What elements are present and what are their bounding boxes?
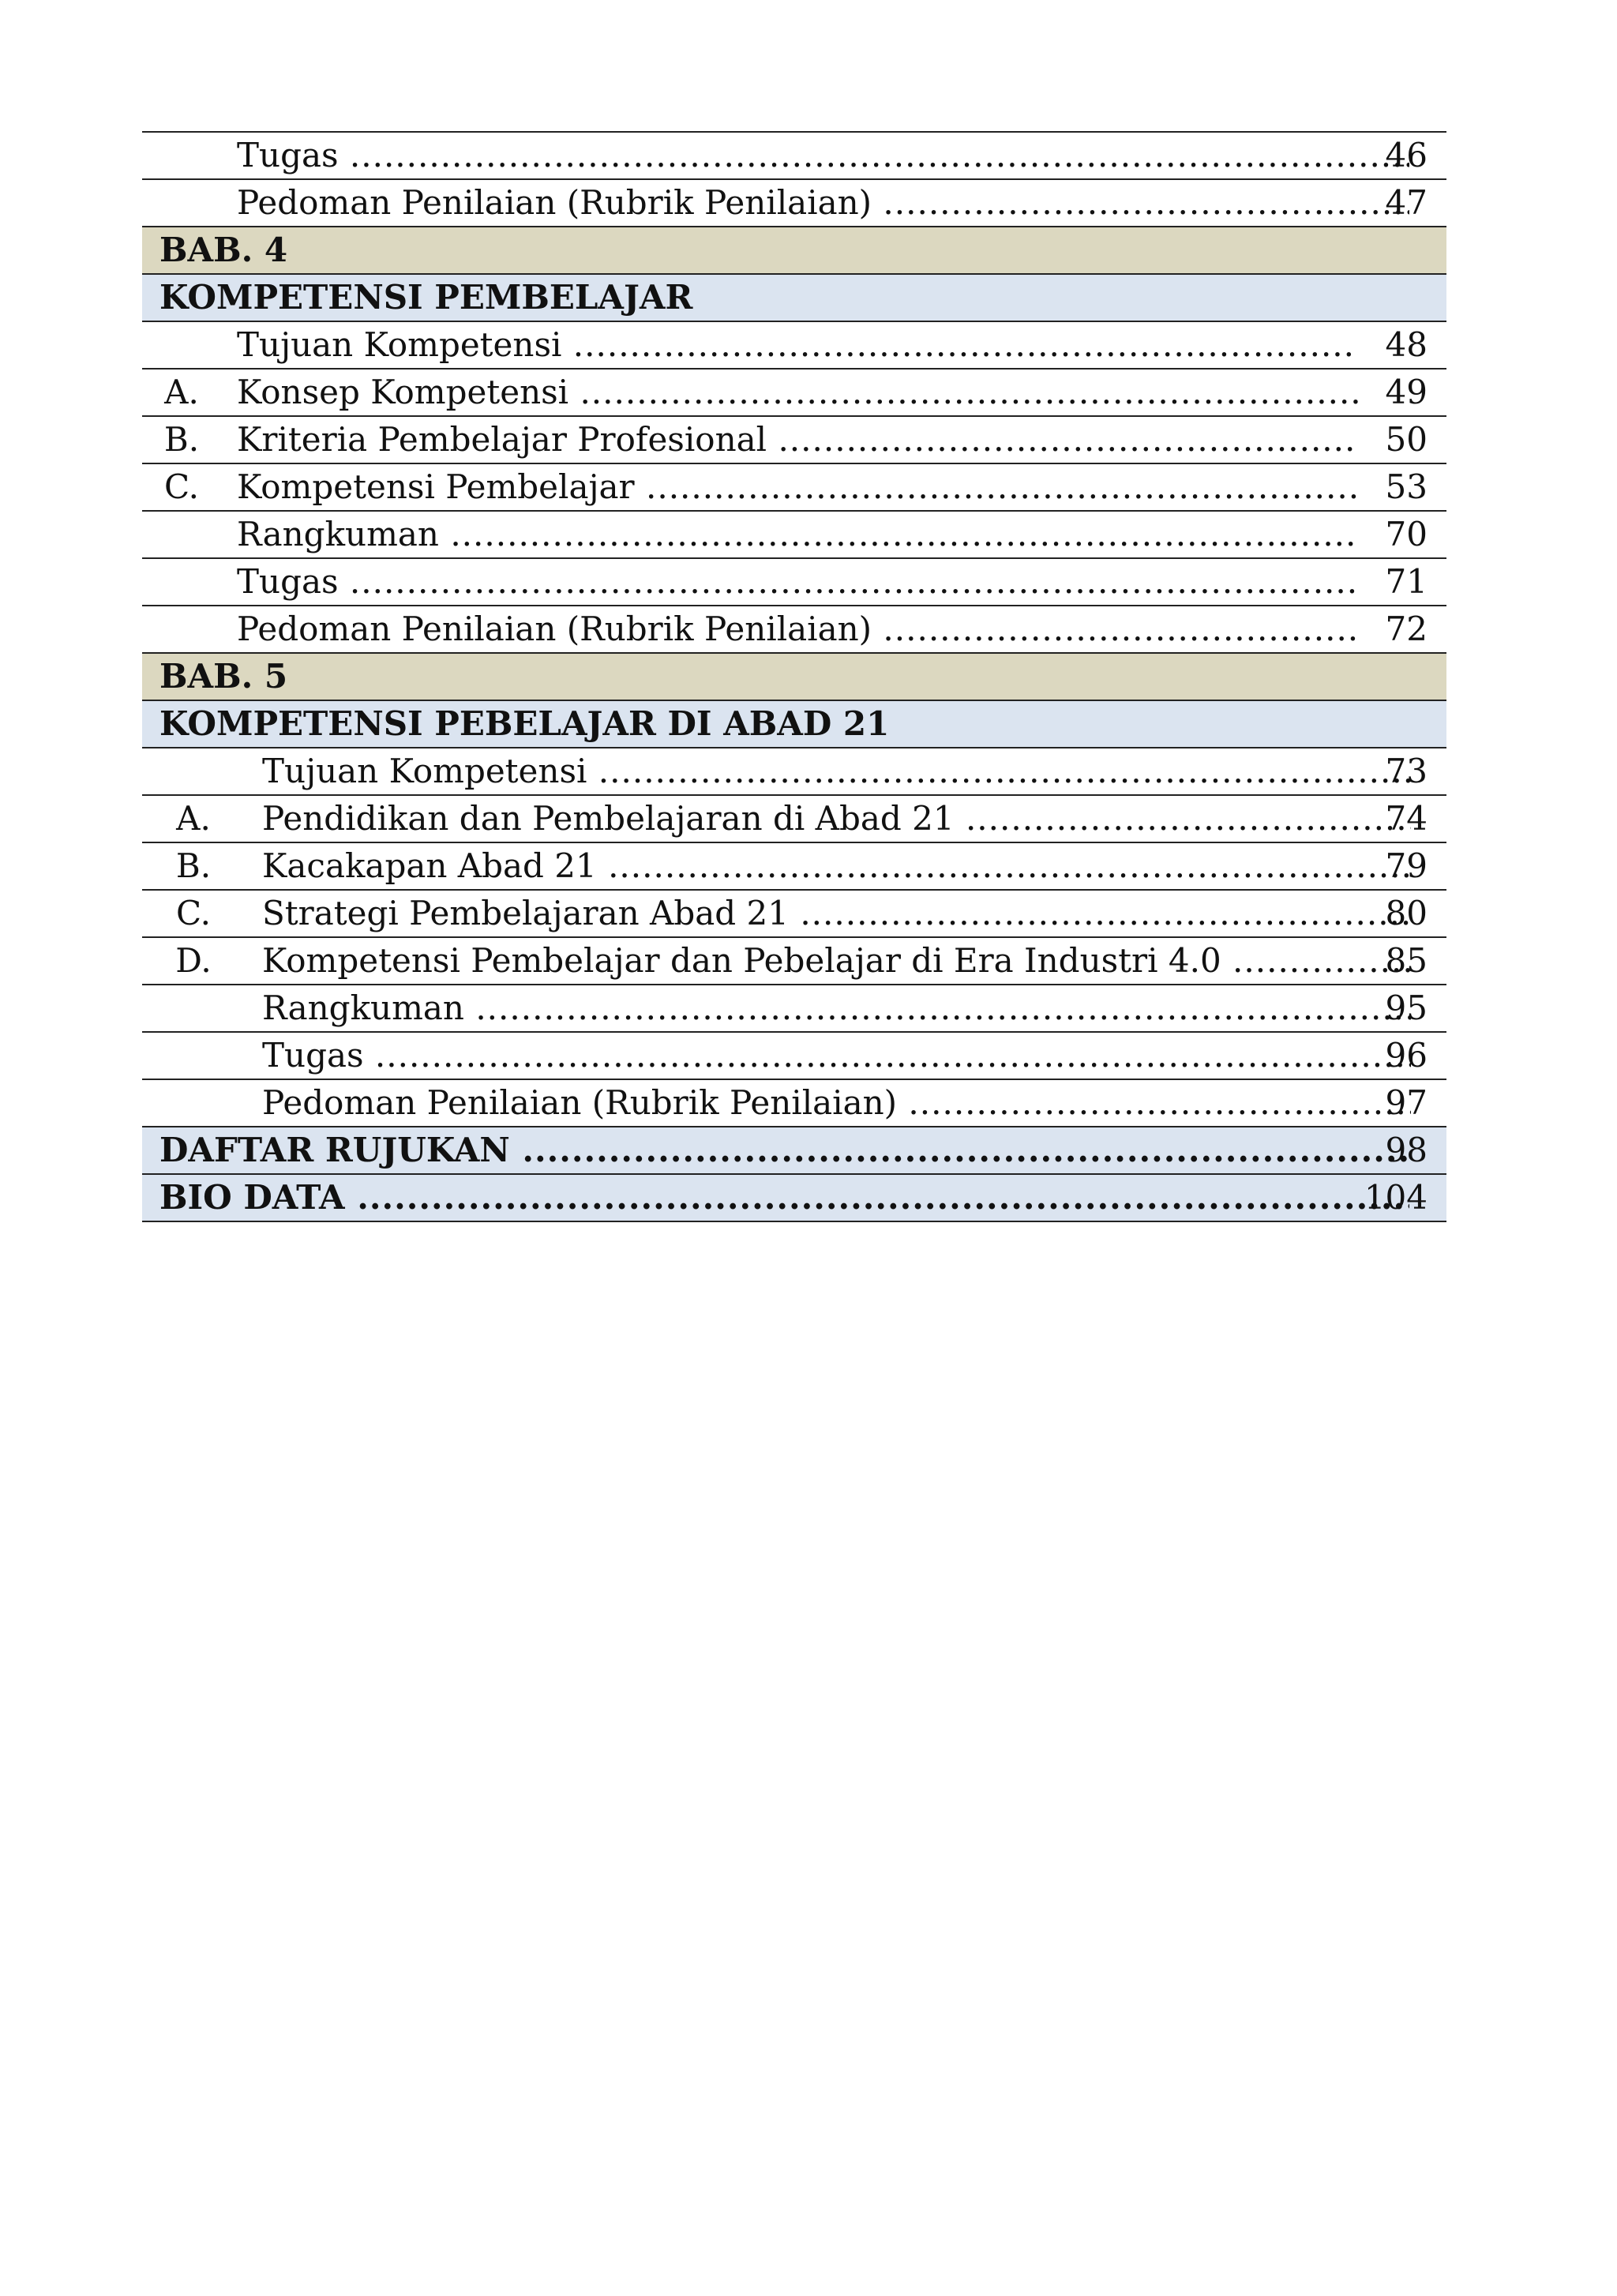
- toc-entry-letter: B.: [163, 420, 200, 459]
- chapter-heading: KOMPETENSI PEBELAJAR DI ABAD 21: [159, 704, 890, 743]
- toc-entry-page: 95: [1385, 989, 1428, 1027]
- toc-entry-page: 72: [1385, 610, 1428, 648]
- toc-entry-title: Konsep Kompetensi .....: [237, 370, 1358, 415]
- toc-entry-title: Tujuan Kompetensi .....: [237, 322, 1358, 368]
- chapter-heading-row: [142, 701, 1446, 748]
- toc-row: [142, 1080, 1446, 1127]
- toc-row: [142, 370, 1446, 417]
- toc-row: [142, 559, 1446, 606]
- toc-row: [142, 938, 1446, 985]
- toc-entry-letter: A.: [164, 373, 199, 411]
- toc-entry-title: Pedoman Penilaian (Rubrik Penilaian) .....: [262, 1080, 1411, 1126]
- chapter-label: BAB. 5: [159, 657, 288, 696]
- toc-entry-title: Tugas .....: [237, 559, 1358, 605]
- toc-row: [142, 843, 1446, 891]
- toc-row: [142, 606, 1446, 654]
- chapter-label-row: [142, 654, 1446, 701]
- toc-row: [142, 322, 1446, 370]
- toc-entry-page: 47: [1385, 183, 1428, 222]
- toc-entry-page: 73: [1385, 752, 1428, 790]
- toc-entry-page: 97: [1385, 1083, 1428, 1122]
- toc-row: [142, 748, 1446, 796]
- toc-entry-letter: D.: [175, 941, 212, 980]
- toc-entry-title: Pedoman Penilaian (Rubrik Penilaian) .....: [237, 606, 1358, 652]
- toc-entry-page: 70: [1385, 515, 1428, 553]
- toc-row: [142, 464, 1446, 512]
- toc-entry-page: 74: [1385, 799, 1428, 838]
- toc-row: [142, 417, 1446, 464]
- biodata-page: 104: [1364, 1178, 1428, 1217]
- toc-entry-title: Pedoman Penilaian (Rubrik Penilaian) .....: [237, 180, 1409, 226]
- chapter-heading-row: [142, 275, 1446, 322]
- toc-entry-title: Tugas .....: [237, 133, 1409, 178]
- toc-entry-title: Tugas .....: [262, 1033, 1411, 1079]
- toc-row: [142, 985, 1446, 1033]
- toc-entry-page: 49: [1385, 373, 1428, 411]
- toc-entry-letter: A.: [176, 799, 211, 838]
- toc-row: [142, 796, 1446, 843]
- toc-entry-title: Kacakapan Abad 21 .....: [262, 843, 1411, 889]
- references-row: [142, 1127, 1446, 1175]
- toc-entry-page: 85: [1385, 941, 1428, 980]
- table-of-contents: [142, 131, 1446, 1222]
- toc-entry-page: 96: [1385, 1036, 1428, 1075]
- biodata-row: [142, 1175, 1446, 1222]
- toc-entry-page: 79: [1385, 846, 1428, 885]
- toc-entry-letter: B.: [175, 846, 212, 885]
- toc-entry-page: 80: [1385, 894, 1428, 932]
- toc-entry-title: Kompetensi Pembelajar dan Pebelajar di Era Industri 4.0 .....: [262, 938, 1411, 984]
- references-title: DAFTAR RUJUKAN .....: [159, 1127, 1409, 1173]
- toc-entry-title: Strategi Pembelajaran Abad 21 .....: [262, 891, 1411, 936]
- toc-entry-title: Kriteria Pembelajar Profesional .....: [237, 417, 1358, 463]
- toc-row: [142, 133, 1446, 180]
- toc-entry-title: Rangkuman .....: [262, 985, 1411, 1031]
- toc-entry-title: Kompetensi Pembelajar .....: [237, 464, 1358, 510]
- chapter-heading: KOMPETENSI PEMBELAJAR: [159, 278, 693, 317]
- toc-entry-page: 46: [1385, 136, 1428, 174]
- toc-entry-title: Pendidikan dan Pembelajaran di Abad 21 .....: [262, 796, 1411, 842]
- toc-row: [142, 512, 1446, 559]
- biodata-title: BIO DATA .....: [159, 1175, 1409, 1221]
- toc-entry-page: 50: [1385, 420, 1428, 459]
- references-page: 98: [1385, 1131, 1428, 1169]
- toc-row: [142, 1033, 1446, 1080]
- toc-entry-title: Tujuan Kompetensi .....: [262, 748, 1411, 794]
- chapter-label-row: [142, 227, 1446, 275]
- toc-entry-page: 71: [1385, 562, 1428, 601]
- toc-entry-page: 48: [1385, 325, 1428, 364]
- chapter-label: BAB. 4: [159, 231, 288, 269]
- toc-entry-title: Rangkuman .....: [237, 512, 1358, 557]
- toc-row: [142, 891, 1446, 938]
- toc-entry-letter: C.: [164, 467, 199, 506]
- toc-entry-letter: C.: [176, 894, 211, 932]
- toc-entry-page: 53: [1385, 467, 1428, 506]
- toc-row: [142, 180, 1446, 227]
